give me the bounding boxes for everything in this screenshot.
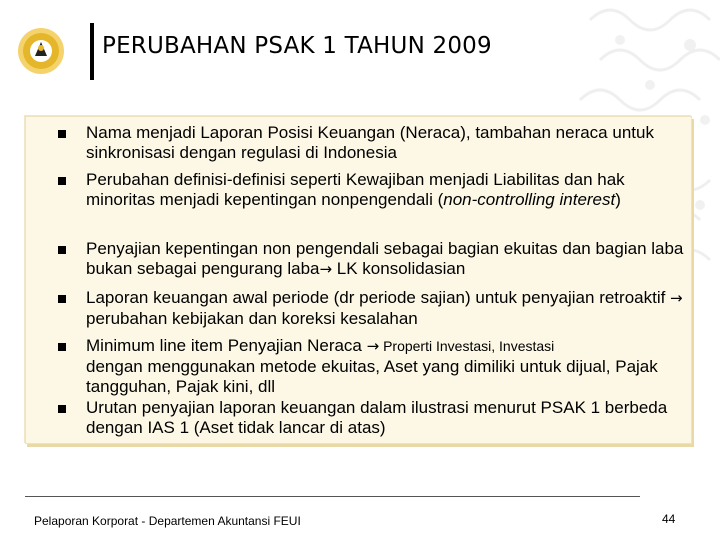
right-arrow-icon: → — [319, 259, 333, 278]
bullet-sub-note — [86, 357, 686, 396]
content-panel — [25, 116, 692, 444]
bullet-item-1 — [86, 123, 686, 162]
right-arrow-icon: → — [670, 289, 683, 307]
bullet-small-text: Properti Investasi, Investasi — [379, 338, 555, 354]
bullet-text: Minimum line item Penyajian Neraca — [86, 336, 367, 355]
bullet-square-icon — [58, 343, 66, 351]
bullet-square-icon — [58, 246, 66, 254]
bullet-text: Laporan keuangan awal periode (dr periode sajian) untuk penyajian retroaktif — [86, 288, 671, 307]
sub-note-text: dengan menggunakan metode ekuitas, Aset yang dimiliki untuk dijual, Pajak tangguhan, Pajak kini, dll — [86, 357, 658, 396]
bullet-item-3 — [86, 239, 686, 279]
bullet-text: Nama menjadi Laporan Posisi Keuangan (Neraca), tambahan neraca untuk sinkronisasi dengan regulasi di Indonesia — [86, 123, 654, 162]
bullet-italic-term: non-controlling interest — [443, 189, 616, 209]
slide-title: PERUBAHAN PSAK 1 TAHUN 2009 — [102, 33, 492, 59]
bullet-text: Perubahan definisi-definisi seperti Kewajiban menjadi Liabilitas dan hak minoritas menjadi kepentingan nonpengendali ( — [86, 170, 625, 209]
bullet-text-end: perubahan kebijakan dan koreksi kesalahan — [86, 308, 418, 328]
bullet-item-2 — [86, 170, 686, 209]
bullet-square-icon — [58, 130, 66, 138]
right-arrow-icon: → — [366, 337, 380, 355]
footer-text: Pelaporan Korporat - Departemen Akuntansi FEUI — [34, 514, 301, 528]
university-emblem-icon — [16, 26, 66, 76]
bullet-text-end: ) — [615, 189, 621, 209]
bullet-item-4 — [86, 288, 686, 328]
bullet-text-end: LK konsolidasian — [332, 258, 466, 278]
bullet-item-5 — [86, 336, 686, 357]
bullet-text: Penyajian kepentingan non pengendali sebagai bagian ekuitas dan bagian laba bukan sebagai pengurang laba — [86, 239, 684, 278]
title-divider — [90, 23, 94, 80]
bullet-item-6 — [86, 398, 686, 437]
bullet-square-icon — [58, 405, 66, 413]
bullet-square-icon — [58, 295, 66, 303]
footer-divider — [25, 496, 640, 497]
bullet-square-icon — [58, 177, 66, 185]
bullet-text: Urutan penyajian laporan keuangan dalam ilustrasi menurut PSAK 1 berbeda dengan IAS 1 (Aset tidak lancar di atas) — [86, 398, 668, 437]
page-number: 44 — [662, 512, 676, 526]
